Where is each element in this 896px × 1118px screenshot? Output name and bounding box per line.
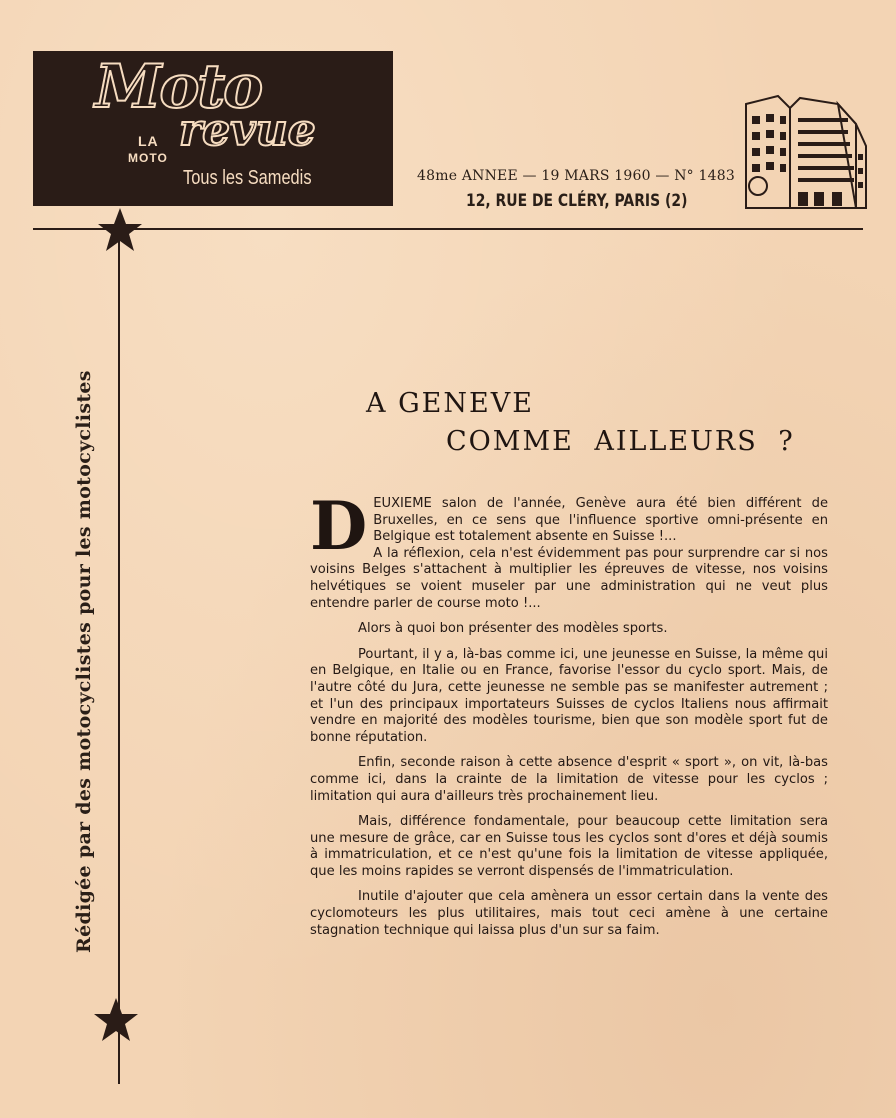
article-paragraph: Inutile d'ajouter que cela amènera un essor certain dans la vente des cyclomoteurs les plus utilitaires, mais tout ceci amène à une certaine stagnation technique qui laissa plus d'un sur sa faim. (310, 889, 828, 938)
logo-revue-text: revue (179, 105, 316, 156)
sidebar-slogan: Rédigée par des motocyclistes pour les motocyclistes (73, 370, 95, 953)
star-icon (92, 996, 140, 1044)
first-paragraph-text: EUXIEME salon de l'année, Genève aura été bien différent de Bruxelles, en ce sens que l'influence sportive omni-présente en Belgique est totalement absente en Suisse !... (373, 496, 828, 545)
star-icon (96, 206, 144, 254)
issue-info: 48me ANNEE — 19 MARS 1960 — N° 1483 (417, 168, 735, 184)
article-paragraph: Pourtant, il y a, là-bas comme ici, une jeunesse en Suisse, la même qui en Belgique, en Italie ou en France, favorise l'essor du cyclo sport. Mais, de l'autre côté du Jura, cette jeunesse ne semble pas se manifester autrement ; et l'un des principaux importateurs Suisses de cyclos Italiens nous affirmait vendre en majorité des modèles tourisme, bien que son modèle sport fut de bonne réputation. (310, 646, 828, 745)
article-paragraph: Alors à quoi bon présenter des modèles sports. (358, 621, 668, 637)
masthead-logo-block (33, 51, 393, 206)
article-headline-line-2: COMME AILLEURS ? (446, 426, 795, 457)
drop-cap: D (310, 487, 368, 565)
article-paragraph: A la réflexion, cela n'est évidemment pas pour surprendre car si nos voisins Belges s'attachent à multiplier les épreuves de vitesse, nos voisins helvétiques se voient museler par une administration qui ne veut plus entendre parler de course moto !... (310, 545, 828, 611)
article-paragraph: Enfin, seconde raison à cette absence d'esprit « sport », on vit, là-bas comme ici, dans la crainte de la limitation de vitesse pour les cyclos ; limitation qui aura d'ailleurs très prochainement lieu. (310, 755, 828, 804)
sidebar-divider (118, 236, 120, 1084)
logo-moto-text: Moto (95, 52, 262, 122)
masthead-tagline: Tous les Samedis (183, 167, 312, 189)
logo-moto-small-text: MOTO (128, 151, 168, 165)
article-body (310, 487, 828, 948)
article-first-paragraph (310, 487, 828, 565)
publisher-address: 12, RUE DE CLÉRY, PARIS (2) (466, 191, 688, 211)
article-headline-line-1: A GENEVE (366, 388, 534, 419)
logo-la-text: LA (138, 133, 159, 149)
building-illustration-icon (738, 94, 868, 210)
article-paragraph: Mais, différence fondamentale, pour beaucoup cette limitation sera une mesure de grâce, car en Suisse tous les cyclos sont d'ores et déjà soumis à immatriculation, et ce n'est qu'une fois la limitation de vitesse appliquée, que les moins rapides se verront dispensés de l'immatriculation. (310, 814, 828, 879)
masthead-divider (33, 228, 863, 230)
